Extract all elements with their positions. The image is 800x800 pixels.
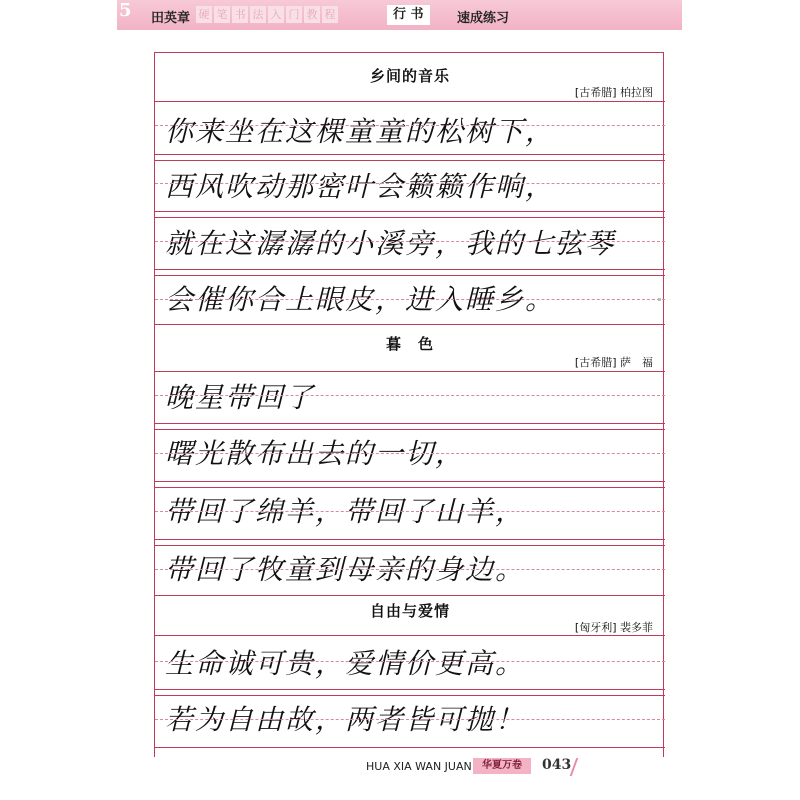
logo-swirl-icon: 5 bbox=[119, 0, 132, 21]
verse-line: 带回了绵羊，带回了山羊， bbox=[165, 495, 526, 528]
rule-line bbox=[155, 211, 665, 212]
rule-line bbox=[155, 595, 665, 596]
series-char: 程 bbox=[322, 6, 338, 23]
rule-line bbox=[155, 689, 665, 690]
rule-line bbox=[155, 324, 665, 325]
verse-line: 会催你合上眼皮，进入睡乡。 bbox=[165, 283, 556, 316]
script-style-label: 行 书 bbox=[387, 5, 430, 25]
verse-line: 就在这潺潺的小溪旁，我的七弦琴 bbox=[165, 227, 616, 260]
verse-line: 你来坐在这棵童童的松树下， bbox=[165, 115, 556, 148]
author-name: 田英章 bbox=[151, 11, 191, 26]
verse-line: 晚星带回了 bbox=[165, 381, 316, 414]
rule-line bbox=[155, 423, 665, 424]
guide-line bbox=[155, 569, 665, 570]
series-char: 笔 bbox=[214, 6, 230, 23]
guide-line bbox=[155, 183, 665, 184]
page-number: 043 bbox=[542, 757, 572, 773]
page-header bbox=[117, 0, 682, 30]
rule-line bbox=[155, 481, 665, 482]
poem-author: [匈牙利] 裴多菲 bbox=[574, 621, 653, 634]
verse-line: 带回了牧童到母亲的身边。 bbox=[165, 553, 526, 586]
series-char: 教 bbox=[304, 6, 320, 23]
poem-title: 自由与爱情 bbox=[369, 602, 450, 620]
series-char: 法 bbox=[250, 6, 266, 23]
poem-author: [古希腊] 萨 福 bbox=[574, 356, 653, 369]
footer-series-en: HUA XIA WAN JUAN bbox=[366, 760, 472, 773]
verse-line: 西风吹动那密叶会籁籁作响， bbox=[165, 170, 556, 203]
header-subtitle: 速成练习 bbox=[457, 11, 510, 26]
practice-frame bbox=[154, 52, 664, 757]
series-char: 门 bbox=[286, 6, 302, 23]
guide-line bbox=[155, 511, 665, 512]
rule-line bbox=[155, 269, 665, 270]
workbook-page bbox=[117, 0, 682, 800]
poem-author: [古希腊] 柏拉图 bbox=[574, 86, 653, 99]
poem-title: 乡间的音乐 bbox=[369, 67, 450, 85]
guide-line bbox=[155, 395, 665, 396]
series-char: 书 bbox=[232, 6, 248, 23]
guide-line bbox=[155, 299, 665, 300]
rule-line bbox=[155, 747, 665, 748]
guide-line bbox=[155, 453, 665, 454]
scan-speck bbox=[658, 298, 661, 301]
guide-line bbox=[155, 661, 665, 662]
poem-title: 暮 色 bbox=[385, 335, 434, 353]
rule-line bbox=[155, 539, 665, 540]
verse-line: 曙光散布出去的一切， bbox=[165, 437, 466, 470]
guide-line bbox=[155, 241, 665, 242]
series-title bbox=[196, 6, 338, 23]
verse-line: 若为自由故，两者皆可抛！ bbox=[165, 703, 526, 736]
rule-line bbox=[155, 154, 665, 155]
series-char: 硬 bbox=[196, 6, 212, 23]
guide-line bbox=[155, 719, 665, 720]
footer-series-tag: 华夏万卷 bbox=[473, 758, 531, 774]
verse-line: 生命诚可贵，爱情价更高。 bbox=[165, 647, 526, 680]
guide-line bbox=[155, 125, 665, 126]
rule-line bbox=[155, 101, 665, 102]
series-char: 入 bbox=[268, 6, 284, 23]
